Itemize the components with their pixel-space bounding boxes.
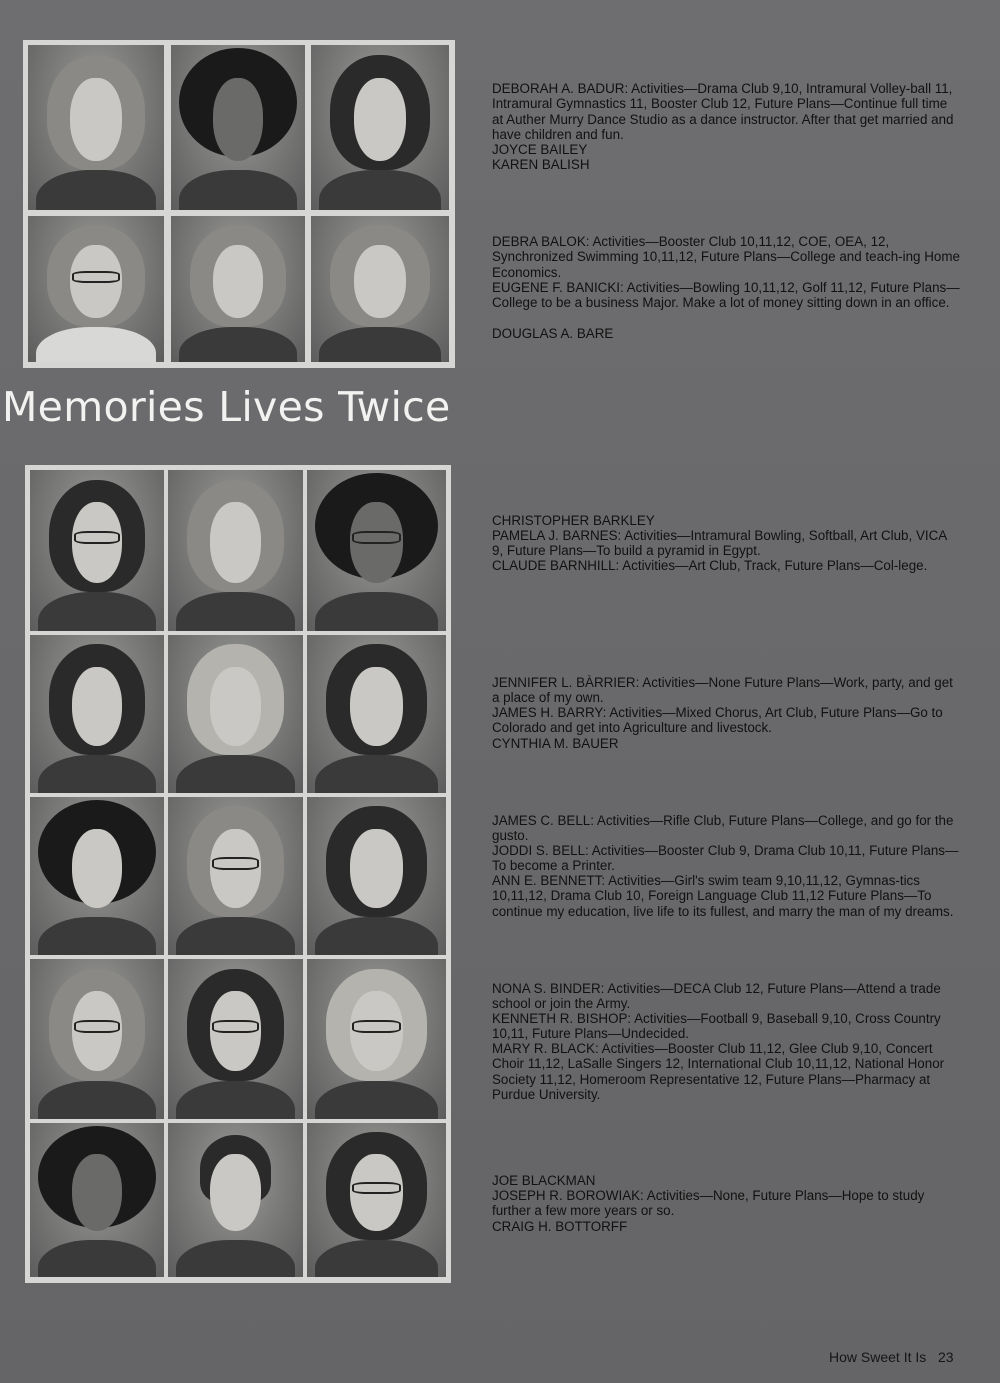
student-bio: ANN E. BENNETT: Activities—Girl's swim team 9,10,11,12, Gymnas-tics 10,11,12, Drama Club 10, Foreign Language Club 11,12 Future Plans—To continue my education, live life to its fullest, and marry the man of my dreams. — [492, 873, 954, 919]
portrait-grid-bottom — [25, 465, 451, 1283]
page-number: 23 — [937, 1349, 954, 1365]
student-name: CRAIG H. BOTTORFF — [492, 1219, 628, 1234]
portrait-photo — [307, 959, 446, 1119]
portrait-photo — [168, 1123, 303, 1277]
student-bio: PAMELA J. BARNES: Activities—Intramural Bowling, Softball, Art Club, VICA 9, Future Plans—To build a pyramid in Egypt. — [492, 528, 947, 559]
portrait-photo — [30, 797, 164, 955]
portrait-photo — [168, 797, 303, 955]
student-bio: JODDI S. BELL: Activities—Booster Club 9, Drama Club 10,11, Future Plans—To become a Printer. — [492, 843, 959, 874]
portrait-photo — [168, 635, 303, 793]
student-name: KAREN BALISH — [492, 157, 590, 172]
student-bio: JOSEPH R. BOROWIAK: Activities—None, Future Plans—Hope to study further a few more years or so. — [492, 1188, 925, 1219]
student-bio: JENNIFER L. BÀRRIER: Activities—None Future Plans—Work, party, and get a place of my own. — [492, 675, 953, 706]
portrait-photo — [168, 959, 303, 1119]
page-heading: Memories Lives Twice — [2, 383, 451, 431]
student-name: DOUGLAS A. BARE — [492, 326, 614, 341]
student-name: CYNTHIA M. BAUER — [492, 736, 619, 751]
student-bio: JAMES C. BELL: Activities—Rifle Club, Future Plans—College, and go for the gusto. — [492, 813, 954, 844]
portrait-photo — [171, 216, 305, 362]
student-bio: EUGENE F. BANICKI: Activities—Bowling 10,11,12, Golf 11,12, Future Plans—College to be a business Major. Make a lot of money sitting down in an office. — [492, 280, 960, 311]
student-bio: CLAUDE BARNHILL: Activities—Art Club, Track, Future Plans—Col-lege. — [492, 558, 928, 573]
portrait-photo — [307, 470, 446, 631]
student-bio: MARY R. BLACK: Activities—Booster Club 11,12, Glee Club 9,10, Concert Choir 11,12, LaSalle Singers 12, International Club 10,11,12, National Honor Society 11,12, Homeroom Representative 12, Future Plans—Pharmacy at Purdue University. — [492, 1041, 945, 1103]
student-bio: DEBRA BALOK: Activities—Booster Club 10,11,12, COE, OEA, 12, Synchronized Swimming 10,11,12, Future Plans—College and teach-ing Home Economics. — [492, 234, 960, 280]
student-bio: KENNETH R. BISHOP: Activities—Football 9, Baseball 9,10, Cross Country 10,11, Future Plans—Undecided. — [492, 1011, 941, 1042]
portrait-photo — [171, 45, 305, 210]
portrait-photo — [307, 1123, 446, 1277]
portrait-photo — [30, 635, 164, 793]
portrait-photo — [307, 797, 446, 955]
student-name: CHRISTOPHER BARKLEY — [492, 513, 655, 528]
page-footer — [829, 1349, 954, 1365]
portrait-photo — [30, 959, 164, 1119]
portrait-photo — [28, 45, 164, 210]
student-name: JOYCE BAILEY — [492, 142, 588, 157]
student-bio: JAMES H. BARRY: Activities—Mixed Chorus, Art Club, Future Plans—Go to Colorado and get into Agriculture and livestock. — [492, 705, 943, 736]
portrait-photo — [311, 216, 449, 362]
portrait-photo — [30, 470, 164, 631]
portrait-photo — [168, 470, 303, 631]
portrait-photo — [307, 635, 446, 793]
portrait-photo — [28, 216, 164, 362]
portrait-photo — [30, 1123, 164, 1277]
portrait-grid-top — [23, 40, 455, 368]
portrait-photo — [311, 45, 449, 210]
student-bio: NONA S. BINDER: Activities—DECA Club 12, Future Plans—Attend a trade school or join the Army. — [492, 981, 941, 1012]
student-name: JOE BLACKMAN — [492, 1173, 596, 1188]
yearbook-title: How Sweet It Is — [829, 1349, 927, 1365]
student-bio: DEBORAH A. BADUR: Activities—Drama Club 9,10, Intramural Volley-ball 11, Intramural Gymnastics 11, Booster Club 12, Future Plans—Continue full time at Auther Murry Dance Studio as a dance instructor. After that get married and have children and fun. — [492, 81, 954, 143]
